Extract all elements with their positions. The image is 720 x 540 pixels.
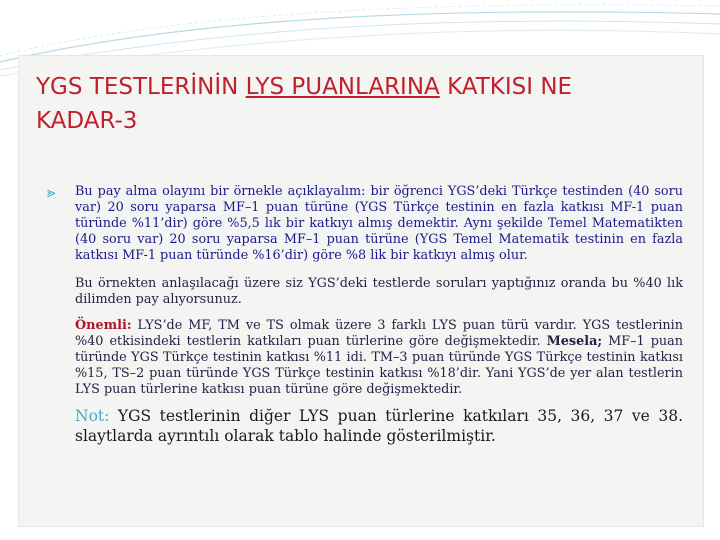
title-underlined: LYS PUANLARINA — [245, 74, 440, 100]
paragraph-note — [75, 406, 683, 446]
slide-body — [47, 183, 684, 446]
mesela-label: Mesela; — [546, 334, 603, 349]
hollow-arrow-bullet-icon: ⪢ — [47, 183, 56, 201]
important-text-a: LYS’de MF, TM ve TS olmak üzere 3 farklı LYS puan türü vardır. YGS testlerinin %40 etkisindeki testlerin katkıları puan türlerine göre değişmektedir. — [75, 318, 683, 349]
title-part1: YGS TESTLERİNİN — [36, 74, 246, 100]
title-line2: KADAR-3 — [36, 108, 138, 134]
note-text: YGS testlerinin diğer LYS puan türlerine katkıları 35, 36, 37 ve 38. slaytlarda ayrıntılı olarak tablo halinde gösterilmiştir. — [75, 407, 683, 445]
title-part2: KATKISI NE — [439, 74, 573, 100]
slide-title — [36, 70, 696, 138]
important-label: Önemli: — [75, 318, 132, 333]
important-text-b: MF–1 puan türünde YGS Türkçe testinin katkısı %11 idi. TM–3 puan türünde YGS Türkçe testinin katkısı %15, TS–2 puan türünde YGS Türkçe testinin katkısı %18’dir. Yani YGS’de yer alan testlerin LYS puan türlerine katkısı puan türüne göre değişmektedir. — [75, 334, 684, 397]
paragraph-example: Bu pay alma olayını bir örnekle açıklayalım: bir öğrenci YGS’deki Türkçe testinden (40 soru var) 20 soru yaparsa MF–1 puan türüne (YGS Türkçe testinin en fazla katkısı MF-1 puan türünde %11’dir) göre %5,5 lık bir katkıyı almış demektir. Aynı şekilde Temel Matematikten (40 soru var) 20 soru yaparsa MF–1 puan türüne (YGS Temel Matematik testinin en fazla katkısı MF-1 puan türünde %16’dir) göre %8 lik bir katkıyı almış olur. — [75, 184, 683, 263]
note-label: Not: — [75, 407, 110, 425]
paragraph-conclusion: Bu örnekten anlaşılacağı üzere siz YGS’deki testlerde soruları yaptığınız oranda bu %40 lık dilimden pay alıyorsunuz. — [75, 276, 683, 307]
bullet-item — [47, 183, 683, 264]
paragraph-important — [75, 318, 683, 398]
